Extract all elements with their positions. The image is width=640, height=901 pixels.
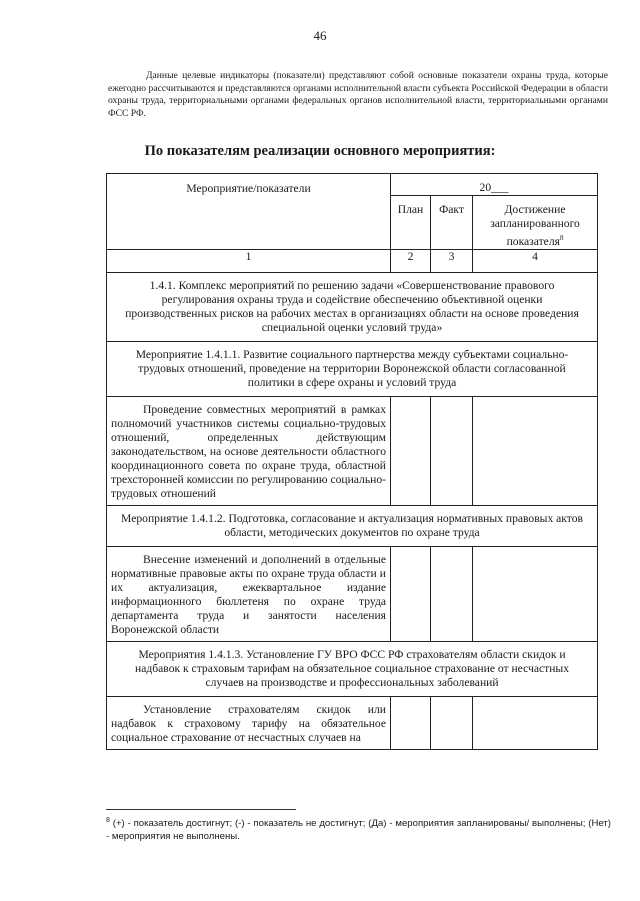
- measure-header-label: Мероприятие/показатели: [186, 182, 311, 195]
- achievement-value-cell: [473, 546, 598, 641]
- achievement-header-label: Достижение запланированного показателя: [490, 203, 580, 248]
- activity-cell: Проведение совместных мероприятий в рамках полномочий участников системы социально-трудовых отношений, определенных действующим законодательством, на основе деятельности областного координационного совета по охране труда, областной трехсторонней комиссии по регулированию социально-трудовых отношений: [107, 396, 391, 505]
- activity-row: [107, 546, 598, 641]
- fact-value-cell: [431, 696, 473, 749]
- measure-row: [107, 505, 598, 546]
- footnote: [106, 815, 611, 843]
- plan-header-label: План: [397, 203, 424, 216]
- achievement-value-cell: [473, 696, 598, 749]
- fact-header-label: Факт: [439, 203, 464, 216]
- fact-header-cell: [431, 196, 473, 250]
- column-number: 2: [391, 249, 431, 272]
- column-number: 3: [431, 249, 473, 272]
- activity-cell: Внесение изменений и дополнений в отдельные нормативные правовые акты по охране труда области и их актуализация, ежеквартальное издание информационного бюллетеня по охране труда департамента труда и занятости населения Воронежской области: [107, 546, 391, 641]
- intro-paragraph: Данные целевые индикаторы (показатели) представляют собой основные показатели охраны труда, которые ежегодно рассчитываются и представляются органами исполнительной власти субъекта Российской Федерации в области охраны труда, территориальными органами федеральных органов исполнительной власти, территориальными органами ФСС РФ.: [108, 70, 608, 119]
- table-header-row: [107, 174, 598, 196]
- task-row: [107, 272, 598, 341]
- footnote-mark: 8: [106, 817, 110, 824]
- activity-row: [107, 396, 598, 505]
- measure-cell: Мероприятие 1.4.1.2. Подготовка, согласование и актуализация нормативных правовых актов области, методических документов по охране труда: [107, 505, 598, 546]
- achievement-header-cell: [473, 196, 598, 250]
- footnote-text: (+) - показатель достигнут; (-) - показатель не достигнут; (Да) - мероприятия запланированы/ выполнены; (Нет) - мероприятия не выполнены.: [106, 818, 611, 842]
- measure-row: [107, 641, 598, 696]
- section-heading: По показателям реализации основного мероприятия:: [144, 143, 496, 159]
- year-header-cell: [391, 174, 598, 196]
- activity-cell: Установление страхователям скидок или надбавок к страховому тарифу на обязательное социальное страхование от несчастных случаев на: [107, 696, 391, 749]
- plan-value-cell: [391, 696, 431, 749]
- measure-cell: Мероприятия 1.4.1.3. Установление ГУ ВРО ФСС РФ страхователям области скидок и надбавок к страховым тарифам на обязательное социальное страхование от несчастных случаев на производстве и профессиональных заболеваний: [107, 641, 598, 696]
- page-number: 46: [313, 28, 327, 43]
- year-header-label: 20___: [479, 181, 509, 194]
- footnote-reference: 8: [559, 234, 564, 242]
- measure-header-cell: [107, 174, 391, 250]
- fact-value-cell: [431, 546, 473, 641]
- plan-value-cell: [391, 546, 431, 641]
- measure-cell: Мероприятие 1.4.1.1. Развитие социального партнерства между субъектами социально-трудовых отношений, проведение на территории Воронежской области согласованной политики в сфере охраны и условий труда: [107, 341, 598, 396]
- task-cell: 1.4.1. Комплекс мероприятий по решению задачи «Совершенствование правового регулирования охраны труда и содействие обеспечению объективной оценки производственных рисков на рабочих местах в организациях области на основе проведения специальной оценки условий труда»: [107, 272, 598, 341]
- column-number: 1: [107, 249, 391, 272]
- plan-value-cell: [391, 396, 431, 505]
- footnote-divider: [106, 809, 296, 810]
- plan-header-cell: [391, 196, 431, 250]
- column-number: 4: [473, 249, 598, 272]
- activity-row: [107, 696, 598, 749]
- indicators-table: [106, 173, 598, 750]
- fact-value-cell: [431, 396, 473, 505]
- column-number-row: [107, 249, 598, 272]
- measure-row: [107, 341, 598, 396]
- achievement-value-cell: [473, 396, 598, 505]
